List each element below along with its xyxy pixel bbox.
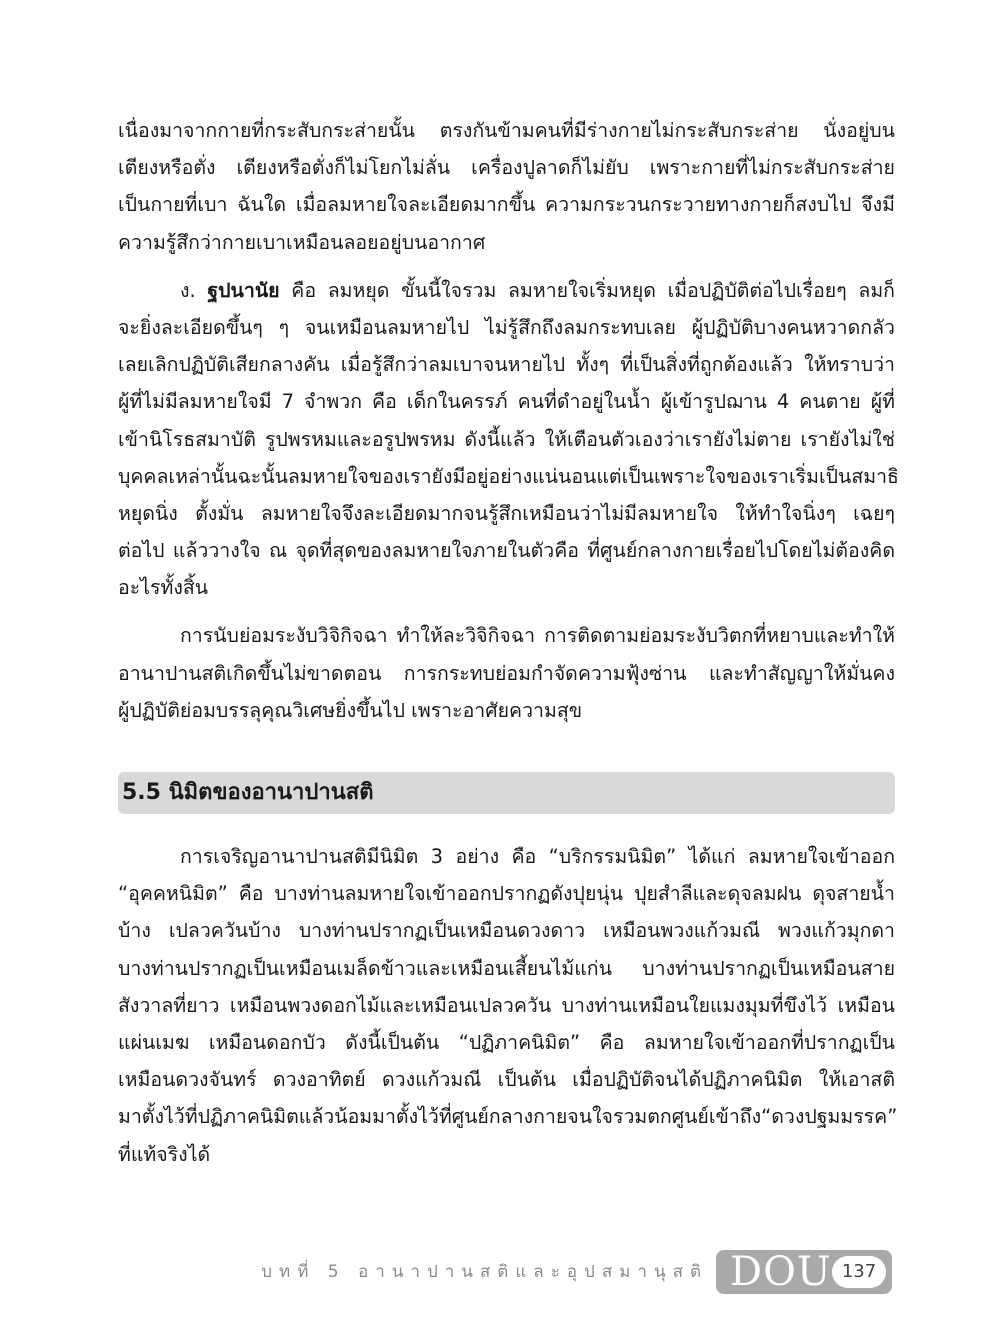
page-number: 137 (832, 1256, 886, 1288)
term-bold: ฐปนานัย (207, 278, 280, 302)
dou-logo: DOU (730, 1249, 832, 1295)
text-line: เหมือนดวงจันทร์ ดวงอาทิตย์ ดวงแก้วมณี เป็นต้น เมื่อปฏิบัติจนได้ปฏิภาคนิมิต ให้เอาสติ (118, 1068, 895, 1092)
text-line: แผ่นเมฆ เหมือนดอกบัว ดังนี้เป็นต้น “ปฏิภาคนิมิต” คือ ลมหายใจเข้าออกที่ปรากฏเป็น (118, 1030, 895, 1054)
text-line: เนื่องมาจากกายที่กระสับกระส่ายนั้น ตรงกันข้ามคนที่มีร่างกายไม่กระสับกระส่าย นั่งอยู่บน (118, 119, 895, 142)
paragraph-2 (118, 272, 899, 607)
paragraph-3 (118, 617, 895, 729)
text-line: บุคคลเหล่านั้นฉะนั้นลมหายใจของเรายังมีอยู่อย่างแน่นอนแต่เป็นเพราะใจของเราเริ่มเป็นสมาธิ (118, 464, 899, 488)
text-line: มาตั้งไว้ที่ปฏิภาคนิมิตแล้วน้อมมาตั้งไว้ที่ศูนย์กลางกายจนใจรวมตกศูนย์เข้าถึง“ดวงปฐมมรรค” (118, 1105, 898, 1129)
text-line: ผู้ปฏิบัติย่อมบรรลุคุณวิเศษยิ่งขึ้นไป เพราะอาศัยความสุข (118, 698, 583, 722)
text-line: “อุคคหนิมิต” คือ บางท่านลมหายใจเข้าออกปรากฏดังปุยนุ่น ปุยสำลีและดุจลมฝน ดุจสายน้ำ (118, 882, 895, 906)
text-line: ความรู้สึกว่ากายเบาเหมือนลอยอยู่บนอากาศ (118, 230, 486, 254)
text-line: การนับย่อมระงับวิจิกิจฉา ทำให้ละวิจิกิจฉา การติดตามย่อมระงับวิตกที่หยาบและทำให้ (180, 624, 895, 648)
text-line: เลยเลิกปฏิบัติเสียกลางคัน เมื่อรู้สึกว่าลมเบาจนหายไป ทั้งๆ ที่เป็นสิ่งที่ถูกต้องแล้ว ให้ทราบว่า (118, 353, 895, 377)
text-line: เข้านิโรธสมาบัติ รูปพรหมและอรูปพรหม ดังนี้แล้ว ให้เตือนตัวเองว่าเรายังไม่ตาย เรายังไม่ใช่ (118, 427, 895, 451)
chapter-title: บทที่ 5 อานาปานสติและอุปสมานุสติ (261, 1262, 708, 1282)
paragraph-1 (118, 112, 895, 261)
section-heading: 5.5 นิมิตของอานาปานสติ (122, 780, 374, 805)
text-line: เป็นกายที่เบา ฉันใด เมื่อลมหายใจละเอียดมากขึ้น ความกระวนกระวายทางกายก็สงบไป จึงมี (118, 193, 895, 217)
text-line: การเจริญอานาปานสติมีนิมิต 3 อย่าง คือ “บริกรรมนิมิต” ได้แก่ ลมหายใจเข้าออก (180, 845, 895, 868)
text-line: ต่อไป แล้ววางใจ ณ จุดที่สุดของลมหายใจภายในตัวคือ ที่ศูนย์กลางกายเรื่อยไปโดยไม่ต้องคิด (118, 539, 895, 563)
text-line: สังวาลที่ยาว เหมือนพวงดอกไม้และเหมือนเปลวควัน บางท่านเหมือนใยแมงมุมที่ขึงไว้ เหมือน (118, 993, 895, 1017)
text-line: อานาปานสติเกิดขึ้นไม่ขาดตอน การกระทบย่อมกำจัดความฟุ้งซ่าน และทำสัญญาให้มั่นคง (118, 661, 895, 685)
section-text (118, 838, 898, 1173)
text-line: เตียงหรือตั่ง เตียงหรือตั่งก็ไม่โยกไม่ลั่น เครื่องปูลาดก็ไม่ยับ เพราะกายที่ไม่กระสับกระส่าย (118, 156, 895, 180)
text-line: จะยิ่งละเอียดขึ้นๆ ๆ จนเหมือนลมหายไป ไม่รู้สึกถึงลมกระทบเลย ผู้ปฏิบัติบางคนหวาดกลัว (118, 315, 895, 339)
text-line: หยุดนิ่ง ตั้งมั่น ลมหายใจจึงละเอียดมากจนรู้สึกเหมือนว่าไม่มีลมหายใจ ให้ทำใจนิ่งๆ เฉยๆ (118, 501, 895, 525)
text-line: ที่แท้จริงได้ (118, 1142, 211, 1166)
text-line: ผู้ที่ไม่มีลมหายใจมี 7 จำพวก คือ เด็กในครรภ์ คนที่ดำอยู่ในน้ำ ผู้เข้ารูปฌาน 4 คนตาย ผู้ที่ (118, 390, 895, 414)
text-span: คือ ลมหยุด ขั้นนี้ใจรวม ลมหายใจเริ่มหยุด เมื่อปฏิบัติต่อไปเรื่อยๆ ลมก็ (279, 278, 895, 302)
text-line (118, 272, 895, 309)
item-marker: ง. (180, 278, 208, 302)
main-text (118, 112, 899, 740)
text-line: บางท่านปรากฏเป็นเหมือนเมล็ดข้าวและเหมือนเสี้ยนไม้แก่น บางท่านปรากฏเป็นเหมือนสาย (118, 956, 895, 980)
text-line: บ้าง เปลวควันบ้าง บางท่านปรากฏเป็นเหมือนดวงดาว เหมือนพวงแก้วมณี พวงแก้วมุกดา (118, 919, 895, 943)
text-line: อะไรทั้งสิ้น (118, 576, 209, 600)
page-footer (0, 1248, 1000, 1298)
